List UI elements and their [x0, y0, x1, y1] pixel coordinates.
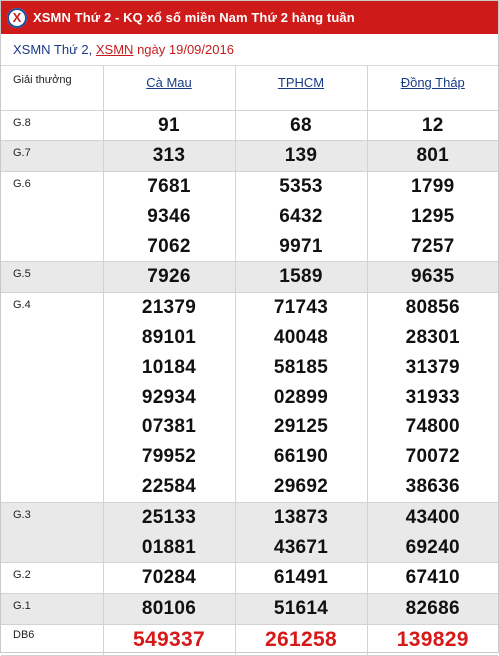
prize-number: 61491 — [273, 567, 329, 589]
prize-number: 89101 — [141, 327, 197, 349]
special-prize-number: 549337 — [133, 628, 205, 652]
prize-number: 80106 — [141, 598, 197, 620]
prize-number: 25133 — [141, 506, 197, 528]
prize-number: 28301 — [405, 327, 460, 349]
prize-number: 70072 — [405, 446, 460, 468]
province-link-ca-mau[interactable]: Cà Mau — [146, 75, 192, 90]
prize-number: 43400 — [405, 506, 460, 528]
prize-cell — [103, 625, 235, 656]
prize-number: 1799 — [411, 176, 455, 198]
prize-cell — [103, 502, 235, 563]
table-header-row — [1, 66, 498, 110]
prize-number: 67410 — [405, 567, 460, 589]
prize-number: 02899 — [273, 386, 329, 408]
special-prize-number: 261258 — [265, 628, 337, 652]
prize-label: G.1 — [1, 594, 103, 625]
prize-cell — [235, 262, 367, 293]
results-table — [1, 66, 498, 656]
prize-number: 29692 — [273, 476, 329, 498]
prize-cell — [235, 293, 367, 503]
prize-cell — [235, 594, 367, 625]
prize-label: G.2 — [1, 563, 103, 594]
prize-cell — [103, 141, 235, 172]
prize-cell — [103, 262, 235, 293]
prize-label: G.5 — [1, 262, 103, 293]
prize-number: 07381 — [141, 416, 197, 438]
prize-number: 7681 — [147, 176, 191, 198]
province-header-tphcm — [235, 66, 367, 110]
prize-number: 79952 — [141, 446, 197, 468]
prize-label: G.8 — [1, 110, 103, 141]
province-header-ca-mau — [103, 66, 235, 110]
prize-label: DB6 — [1, 625, 103, 656]
prize-cell — [367, 262, 498, 293]
prize-number: 01881 — [141, 536, 197, 558]
prize-row-g6 — [1, 172, 498, 262]
prize-row-g8 — [1, 110, 498, 141]
prize-cell — [103, 594, 235, 625]
prize-number: 12 — [421, 114, 444, 136]
prize-number: 58185 — [273, 356, 329, 378]
prize-number: 139 — [284, 145, 318, 167]
prize-number: 92934 — [141, 386, 197, 408]
prize-cell — [235, 563, 367, 594]
prize-row-g7 — [1, 141, 498, 172]
prize-cell — [235, 172, 367, 262]
prize-cell — [103, 172, 235, 262]
prize-column-header: Giải thưởng — [1, 66, 103, 110]
panel-title: XSMN Thứ 2 - KQ xổ số miền Nam Thứ 2 hàng tuần — [33, 10, 355, 25]
prize-number: 5353 — [279, 176, 323, 198]
prize-number: 82686 — [405, 598, 460, 620]
prize-label: G.6 — [1, 172, 103, 262]
prize-cell — [103, 293, 235, 503]
breadcrumb — [1, 34, 498, 66]
prize-cell — [367, 172, 498, 262]
prize-number: 66190 — [273, 446, 329, 468]
prize-cell — [367, 625, 498, 656]
prize-row-g1 — [1, 594, 498, 625]
prize-cell — [367, 502, 498, 563]
province-link-dong-thap[interactable]: Đồng Tháp — [400, 75, 465, 90]
prize-row-g5 — [1, 262, 498, 293]
prize-number: 38636 — [405, 476, 460, 498]
prize-number: 6432 — [279, 205, 323, 227]
prize-number: 74800 — [405, 416, 460, 438]
prize-label: G.7 — [1, 141, 103, 172]
prize-row-db6 — [1, 625, 498, 656]
prize-cell — [103, 563, 235, 594]
prize-number: 29125 — [273, 416, 329, 438]
prize-number: 1589 — [279, 266, 323, 288]
province-header-dong-thap — [367, 66, 498, 110]
xsmn-link[interactable]: XSMN — [95, 42, 134, 57]
prize-number: 7257 — [411, 235, 455, 257]
prize-number: 9971 — [279, 235, 323, 257]
prize-row-g4 — [1, 293, 498, 503]
prize-number: 1295 — [411, 205, 455, 227]
prize-number: 7062 — [147, 235, 191, 257]
prize-cell — [367, 141, 498, 172]
prize-cell — [103, 110, 235, 141]
prize-number: 31933 — [405, 386, 460, 408]
prize-cell — [235, 110, 367, 141]
prize-cell — [367, 594, 498, 625]
prize-number: 21379 — [141, 297, 197, 319]
prize-cell — [367, 110, 498, 141]
prize-number: 68 — [290, 114, 312, 136]
prize-cell — [235, 625, 367, 656]
prize-number: 7926 — [147, 266, 191, 288]
lottery-logo-icon: X — [7, 8, 27, 28]
prize-number: 10184 — [141, 356, 197, 378]
prize-row-g2 — [1, 563, 498, 594]
draw-date: ngày 19/09/2016 — [137, 42, 234, 57]
prize-number: 70284 — [141, 567, 197, 589]
prize-number: 31379 — [405, 356, 460, 378]
prize-row-g3 — [1, 502, 498, 563]
prize-number: 40048 — [273, 327, 329, 349]
prize-number: 801 — [416, 145, 450, 167]
prize-number: 43671 — [273, 536, 329, 558]
prize-cell — [367, 563, 498, 594]
province-link-tphcm[interactable]: TPHCM — [277, 75, 325, 90]
breadcrumb-prefix: XSMN Thứ 2, — [13, 42, 93, 57]
prize-number: 313 — [152, 145, 186, 167]
prize-label: G.3 — [1, 502, 103, 563]
prize-number: 13873 — [273, 506, 329, 528]
prize-number: 9635 — [411, 266, 455, 288]
prize-number: 9346 — [147, 205, 191, 227]
prize-number: 22584 — [141, 476, 197, 498]
prize-cell — [367, 293, 498, 503]
prize-cell — [235, 141, 367, 172]
prize-number: 91 — [158, 114, 180, 136]
special-prize-number: 139829 — [396, 628, 469, 652]
prize-number: 71743 — [273, 297, 329, 319]
prize-cell — [235, 502, 367, 563]
prize-number: 69240 — [405, 536, 460, 558]
prize-number: 51614 — [273, 598, 329, 620]
prize-label: G.4 — [1, 293, 103, 503]
panel-header — [1, 1, 498, 34]
prize-number: 80856 — [405, 297, 460, 319]
